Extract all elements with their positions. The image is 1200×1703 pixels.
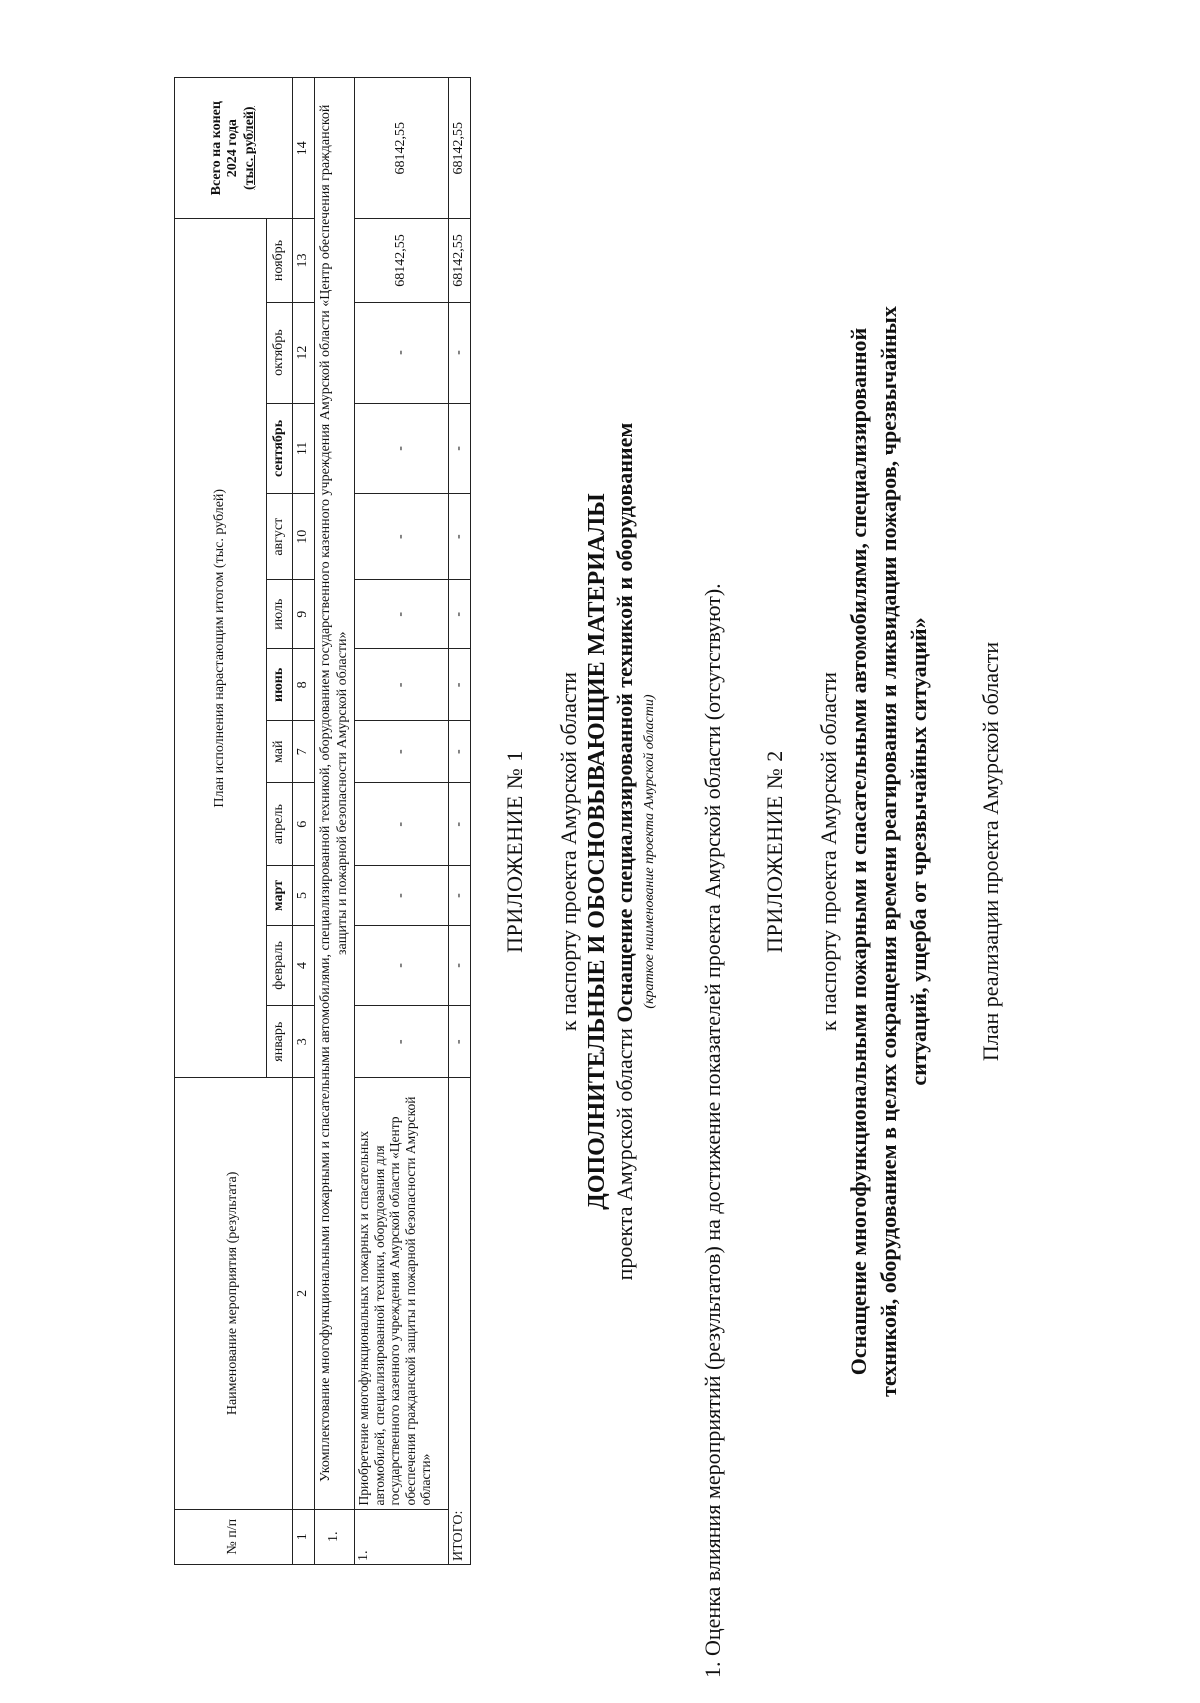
column-number: 11 xyxy=(293,403,315,494)
appendix1-heading: ДОПОЛНИТЕЛЬНЫЕ И ОБОСНОВЫВАЮЩИЕ МАТЕРИАЛЫ xyxy=(584,493,610,1210)
column-number: 7 xyxy=(293,721,315,783)
row-value: - xyxy=(355,866,449,925)
total-value: - xyxy=(449,1006,471,1078)
row-number: 1. xyxy=(355,1509,449,1564)
column-number: 5 xyxy=(293,866,315,925)
month-header: май xyxy=(267,721,293,783)
month-header: июнь xyxy=(267,649,293,721)
total-label: ИТОГО: xyxy=(449,1078,471,1565)
row-value: - xyxy=(355,783,449,866)
row-value: - xyxy=(355,403,449,494)
row-value: - xyxy=(355,302,449,403)
column-number: 12 xyxy=(293,302,315,403)
total-header-line1: Всего на конец xyxy=(209,101,225,196)
total-value: - xyxy=(449,783,471,866)
month-header: март xyxy=(267,866,293,925)
column-number: 6 xyxy=(293,783,315,866)
appendix2-title: ПРИЛОЖЕНИЕ № 2 xyxy=(762,750,787,953)
column-number: 14 xyxy=(293,78,315,219)
column-number: 1 xyxy=(293,1509,315,1564)
row-value: - xyxy=(355,925,449,1006)
total-value: - xyxy=(449,649,471,721)
row-name: Приобретение многофункциональных пожарных и спасательных автомобилей, специализированной техники, оборудования для государственного казенного учреждения Амурской области «Центр обеспечения гражданской защиты и пожарной безопасности Амурской области» xyxy=(355,1078,449,1509)
appendix2-subtitle: к паспорту проекта Амурской области xyxy=(816,671,841,1032)
appendix2-line3: ситуаций, ущерба от чрезвычайных ситуаций» xyxy=(906,617,931,1086)
column-number: 2 xyxy=(293,1078,315,1509)
column-number-row xyxy=(293,78,315,1565)
appendix2-line2: техникой, оборудованием в целях сокращения времени реагирования и ликвидации пожаров, чрезвычайных xyxy=(876,306,901,1397)
table-row xyxy=(355,78,449,1565)
col-no-header: № п/п xyxy=(175,1509,293,1564)
total-header-line2: 2024 года xyxy=(225,119,241,178)
row-value: - xyxy=(355,1006,449,1078)
row-value: - xyxy=(355,721,449,783)
total-value: - xyxy=(449,925,471,1006)
column-number: 9 xyxy=(293,580,315,649)
total-value: - xyxy=(449,580,471,649)
col-plan-header: План исполнения нарастающим итогом (тыс. рублей) xyxy=(175,219,267,1078)
month-header: октябрь xyxy=(267,302,293,403)
month-header: апрель xyxy=(267,783,293,866)
section-row xyxy=(315,78,355,1565)
appendix1-project-line xyxy=(612,0,638,1703)
month-header: январь xyxy=(267,1006,293,1078)
total-value: - xyxy=(449,494,471,580)
appendix1-point1: 1. Оценка влияния мероприятий (результатов) на достижение показателей проекта Амурской области (отсутствуют). xyxy=(700,583,725,1678)
column-number: 3 xyxy=(293,1006,315,1078)
column-number: 4 xyxy=(293,925,315,1006)
appendix1-note: (краткое наименование проекта Амурской области) xyxy=(642,694,657,1009)
plan-table xyxy=(174,77,471,1565)
section-title: Укомплектование многофункциональными пожарными и спасательными автомобилями, специализированной техникой, оборудованием государственного казенного учреждения Амурской области «Центр обеспечения гражданской защиты и пожарной безопасности Амурской области» xyxy=(315,78,355,1510)
month-header: август xyxy=(267,494,293,580)
row-value: 68142,55 xyxy=(355,219,449,302)
total-header-line3: (тыс. рублей) xyxy=(241,106,257,190)
row-value: - xyxy=(355,649,449,721)
plan-title: План реализации проекта Амурской области xyxy=(978,641,1003,1062)
row-value: - xyxy=(355,494,449,580)
month-header: июль xyxy=(267,580,293,649)
month-header: февраль xyxy=(267,925,293,1006)
total-value: 68142,55 xyxy=(449,219,471,302)
appendix2-line1: Оснащение многофункциональными пожарными и спасательными автомобилями, специализированной xyxy=(846,327,871,1376)
total-grand: 68142,55 xyxy=(449,78,471,219)
project-prefix: проекта Амурской области xyxy=(612,1022,637,1281)
total-value: - xyxy=(449,721,471,783)
row-value: - xyxy=(355,580,449,649)
column-number: 8 xyxy=(293,649,315,721)
month-header: сентябрь xyxy=(267,403,293,494)
appendix1-title: ПРИЛОЖЕНИЕ № 1 xyxy=(502,750,527,953)
column-number: 13 xyxy=(293,219,315,302)
total-row xyxy=(449,78,471,1565)
month-header: ноябрь xyxy=(267,219,293,302)
col-name-header: Наименование мероприятия (результата) xyxy=(175,1078,293,1509)
row-total: 68142,55 xyxy=(355,78,449,219)
total-value: - xyxy=(449,403,471,494)
col-total-header xyxy=(175,78,293,219)
section-number: 1. xyxy=(315,1509,355,1564)
appendix1-subtitle: к паспорту проекта Амурской области xyxy=(556,671,581,1032)
total-value: - xyxy=(449,866,471,925)
project-name: Оснащение специализированной техникой и оборудованием xyxy=(612,422,637,1023)
column-number: 10 xyxy=(293,494,315,580)
total-value: - xyxy=(449,302,471,403)
